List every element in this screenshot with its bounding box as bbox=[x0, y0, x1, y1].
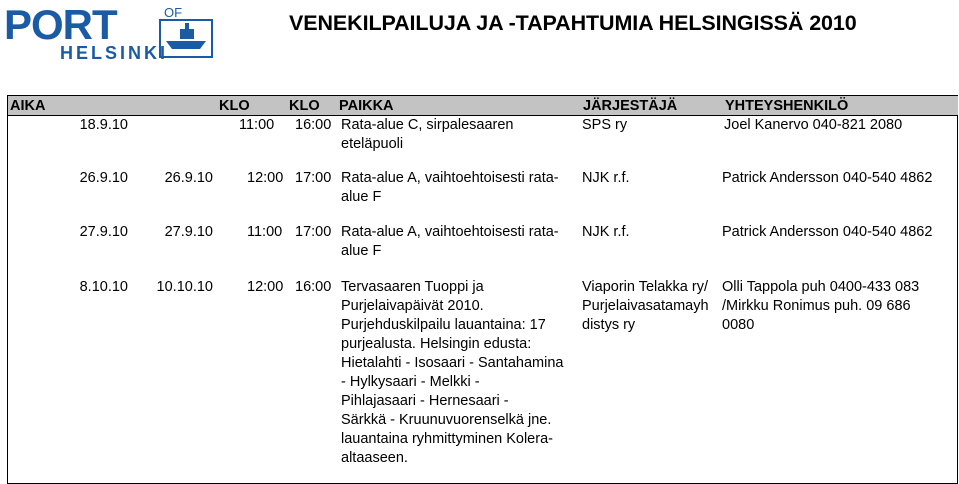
cell-paikka-line: Rata-alue C, sirpalesaaren bbox=[341, 117, 514, 133]
cell-start-date: 27.9.10 bbox=[79, 224, 128, 240]
cell-paikka-line: Särkkä - Kruunuvuorenselkä jne. bbox=[341, 412, 552, 428]
port-of-helsinki-logo bbox=[4, 3, 216, 61]
cell-jarjestaja: NJK r.f. bbox=[582, 224, 630, 240]
cell-start-date: 18.9.10 bbox=[79, 117, 128, 133]
cell-paikka-line: Purjelaivapäivät 2010. bbox=[341, 298, 484, 314]
cell-end-date: 10.10.10 bbox=[156, 279, 213, 295]
cell-paikka-line: - Hylkysaari - Melkki - bbox=[341, 374, 480, 390]
cell-klo-start: 12:00 bbox=[247, 279, 284, 295]
logo-port-text: PORT bbox=[4, 3, 117, 48]
cell-klo-start: 12:00 bbox=[247, 170, 284, 186]
cell-jarjestaja: NJK r.f. bbox=[582, 170, 630, 186]
cell-jarjestaja: SPS ry bbox=[582, 117, 628, 133]
header-aika: AIKA bbox=[10, 98, 46, 114]
logo-ship-cabin bbox=[180, 29, 194, 39]
cell-jarjestaja-line: Viaporin Telakka ry/ bbox=[582, 279, 709, 295]
header-klo-start: KLO bbox=[219, 98, 250, 114]
cell-klo-start: 11:00 bbox=[247, 224, 283, 240]
cell-paikka-line: altaaseen. bbox=[341, 450, 408, 466]
cell-yhteys-line: /Mirkku Ronimus puh. 09 686 bbox=[722, 298, 911, 314]
cell-yhteys: Joel Kanervo 040-821 2080 bbox=[724, 117, 903, 133]
cell-yhteys-line: Olli Tappola puh 0400-433 083 bbox=[722, 279, 920, 295]
cell-klo-end: 17:00 bbox=[295, 224, 332, 240]
logo-helsinki-text: HELSINKI bbox=[60, 43, 169, 61]
cell-jarjestaja-line: distys ry bbox=[582, 317, 636, 333]
cell-paikka-line: Hietalahti - Isosaari - Santahamina bbox=[341, 355, 564, 371]
cell-paikka-line: Purjehduskilpailu lauantaina: 17 bbox=[341, 317, 546, 333]
header-paikka: PAIKKA bbox=[339, 98, 394, 114]
header-klo-end: KLO bbox=[289, 98, 320, 114]
cell-paikka-line: lauantaina ryhmittyminen Kolera- bbox=[341, 431, 553, 447]
header-yhteyshenkilo: YHTEYSHENKILÖ bbox=[725, 98, 849, 114]
cell-yhteys: Patrick Andersson 040-540 4862 bbox=[722, 224, 933, 240]
logo-ship-hull bbox=[166, 41, 206, 49]
table-header bbox=[8, 95, 958, 116]
cell-jarjestaja-line: Purjelaivasatamayh bbox=[582, 298, 709, 314]
header-jarjestaja: JÄRJESTÄJÄ bbox=[583, 98, 678, 114]
cell-paikka-line: Rata-alue A, vaihtoehtoisesti rata- bbox=[341, 170, 559, 186]
cell-start-date: 8.10.10 bbox=[79, 279, 128, 295]
cell-paikka-line: eteläpuoli bbox=[341, 136, 404, 152]
logo-ship-funnel bbox=[185, 23, 189, 29]
cell-paikka-line: Rata-alue A, vaihtoehtoisesti rata- bbox=[341, 224, 559, 240]
cell-klo-end: 16:00 bbox=[295, 279, 332, 295]
cell-paikka-line: Tervasaaren Tuoppi ja bbox=[341, 279, 484, 295]
cell-end-date: 27.9.10 bbox=[164, 224, 213, 240]
cell-yhteys-line: 0080 bbox=[722, 317, 755, 333]
cell-yhteys: Patrick Andersson 040-540 4862 bbox=[722, 170, 933, 186]
cell-paikka-line: purjealusta. Helsingin edusta: bbox=[341, 336, 532, 352]
logo-graphic bbox=[4, 3, 216, 61]
cell-end-date: 26.9.10 bbox=[164, 170, 213, 186]
cell-klo-end: 17:00 bbox=[295, 170, 332, 186]
cell-paikka-line: alue F bbox=[341, 243, 382, 259]
cell-klo-start: 11:00 bbox=[239, 117, 275, 133]
cell-paikka-line: alue F bbox=[341, 189, 382, 205]
logo-of-text: OF bbox=[164, 5, 183, 20]
page-title: VENEKILPAILUJA JA -TAPAHTUMIA HELSINGISSÄ 2010 bbox=[289, 11, 857, 35]
cell-paikka-line: Pihlajasaari - Hernesaari - bbox=[341, 393, 509, 409]
cell-klo-end: 16:00 bbox=[295, 117, 332, 133]
events-table bbox=[7, 95, 958, 484]
cell-start-date: 26.9.10 bbox=[79, 170, 128, 186]
